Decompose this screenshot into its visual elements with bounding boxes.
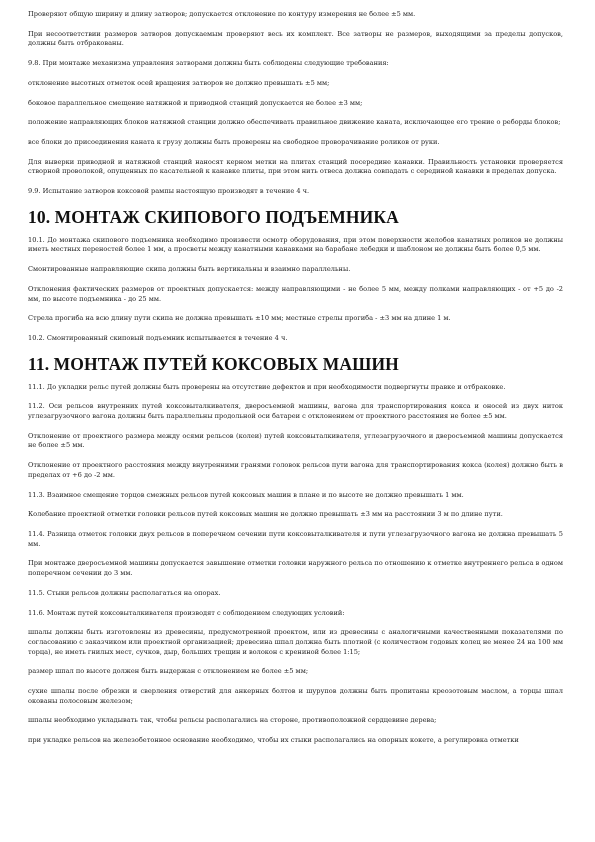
paragraph: отклонение высотных отметок осей вращения затворов не должно превышать ±5 мм; bbox=[28, 78, 330, 87]
paragraph: шпалы необходимо укладывать так, чтобы рельсы располагались на стороне, противоположной сердцевине дерева; bbox=[28, 716, 437, 725]
paragraph: 11.3. Взаимное смещение торцов смежных рельсов путей коксовых машин в плане и по высоте не должно превышать 1 мм. bbox=[28, 490, 464, 499]
paragraph: 9.8. При монтаже механизма управления затворами должны быть соблюдены следующие требования: bbox=[28, 59, 389, 68]
section-11-body bbox=[28, 383, 563, 746]
paragraph: 11.4. Разница отметок головки двух рельсов в поперечном сечении пути коксовыталкивателя и пути углезагрузочного вагона не должна превышать 5 мм. bbox=[28, 529, 563, 548]
paragraph: 10.2. Смонтированный скиповый подъемник испытывается в течение 4 ч. bbox=[28, 333, 288, 342]
paragraph: Смонтированные направляющие скипа должны быть вертикальны и взаимно параллельны. bbox=[28, 265, 351, 274]
paragraph: шпалы должны быть изготовлены из древесины, предусмотренной проектом, или из древесины с аналогичными качественными показателями по согласованию с заказчиком или проектной организацией; древесина шпал должна быть плотной (с количеством годовых колец не менее 24 на 100 мм торца), не иметь гнилых мест, сучков, дыр, больших трещин и волокон с крениной более 1:15; bbox=[28, 628, 563, 656]
section-10-body bbox=[28, 236, 563, 344]
paragraph: При монтаже дверосъемной машины допускается завышение отметки головки наружного рельса по отношению к отметке внутреннего рельса в одном поперечном сечении до 3 мм. bbox=[28, 559, 563, 578]
paragraph: сухие шпалы после обрезки и сверления отверстий для анкерных болтов и шурупов должны быть пропитаны креозотовым маслом, а торцы шпал окованы полосовым железом; bbox=[28, 687, 563, 705]
paragraph: 11.6. Монтаж путей коксовыталкивателя производят с соблюдением следующих условий: bbox=[28, 608, 345, 617]
paragraph: 10.1. До монтажа скипового подъемника необходимо произвести осмотр оборудования, при этом поверхности желобов канатных роликов не должны иметь местных переностей более 1 мм, а просветы между канатными канавками на барабане лебедки и шаблоном не должны быть более 0,5 мм. bbox=[28, 235, 563, 254]
paragraph: 11.5. Стыки рельсов должны располагаться на опорах. bbox=[28, 588, 221, 597]
paragraph: все блоки до присоединения каната к грузу должны быть проверены на свободное проворачивание роликов от руки. bbox=[28, 137, 440, 146]
intro-block bbox=[28, 10, 563, 197]
paragraph: Для выверки приводной и натяжной станций наносят керном метки на плитах станций посередине канавки. Правильность установки проверяется створной проволокой, опущенных по касательной к канавке плиты, при этом нить отвеса должна совпадать с серединой канавки в пределах допуска. bbox=[28, 157, 563, 176]
paragraph: размер шпал по высоте должен быть выдержан с отклонением не более ±5 мм; bbox=[28, 667, 309, 676]
paragraph: При несоответствии размеров затворов допускаемым проверяют весь их комплект. Все затворы не размеров, выходящими за пределы допусков, должны быть отбракованы. bbox=[28, 29, 563, 48]
paragraph: Стрела прогиба на всю длину пути скипа не должна превышать ±10 мм; местные стрелы прогиба - ±3 мм на длине 1 м. bbox=[28, 314, 451, 323]
paragraph: Отклонение от проектного размера между осями рельсов (колеи) путей коксовыталкивателя, углезагрузочного и дверосъемной машины допускается не более ±5 мм. bbox=[28, 431, 563, 450]
paragraph: Колебание проектной отметки головки рельсов путей коксовых машин не должно превышать ±3 мм на расстоянии 3 м по длине пути. bbox=[28, 510, 503, 519]
paragraph: 9.9. Испытание затворов коксовой рампы настоящую производят в течение 4 ч. bbox=[28, 187, 310, 196]
paragraph: при укладке рельсов на железобетонное основание необходимо, чтобы их стыки располагались на опорных кокете, а регулировка отметки bbox=[28, 736, 519, 745]
paragraph: Отклонения фактических размеров от проектных допускается: между направляющими - не более 5 мм, между полками направляющих - от +5 до -2 мм, по высоте подъемника - до 25 мм. bbox=[28, 284, 563, 303]
paragraph: боковое параллельное смещение натяжной и приводной станций допускается не более ±3 мм; bbox=[28, 98, 363, 107]
paragraph: 11.2. Оси рельсов внутренних путей коксовыталкивателя, дверосъемной машины, вагона для транспортирования кокса и оносей из двух ниток углезагрузочного вагона должны быть параллельны продольной оси батареи с отклонением от проектного расстояния не более ±5 мм. bbox=[28, 402, 563, 421]
paragraph: положение направляющих блоков натяжной станции должно обеспечивать правильное движение каната, исключающее его трение о реборды блоков; bbox=[28, 118, 561, 127]
section-11-heading: 11. МОНТАЖ ПУТЕЙ КОКСОВЫХ МАШИН bbox=[28, 353, 399, 374]
paragraph: Отклонение от проектного расстояния между внутренними гранями головок рельсов пути вагона для транспортирования кокса (колея) должно быть в пределах от +6 до -2 мм. bbox=[28, 461, 563, 479]
paragraph: 11.1. До укладки рельс путей должны быть проверены на отсутствие дефектов и при необходимости подвергнуты правке и отбраковке. bbox=[28, 382, 506, 391]
paragraph: Проверяют общую ширину и длину затворов; допускается отклонение по контуру измерения не более ±5 мм. bbox=[28, 10, 416, 18]
section-10-heading: 10. МОНТАЖ СКИПОВОГО ПОДЪЕМНИКА bbox=[28, 206, 399, 227]
